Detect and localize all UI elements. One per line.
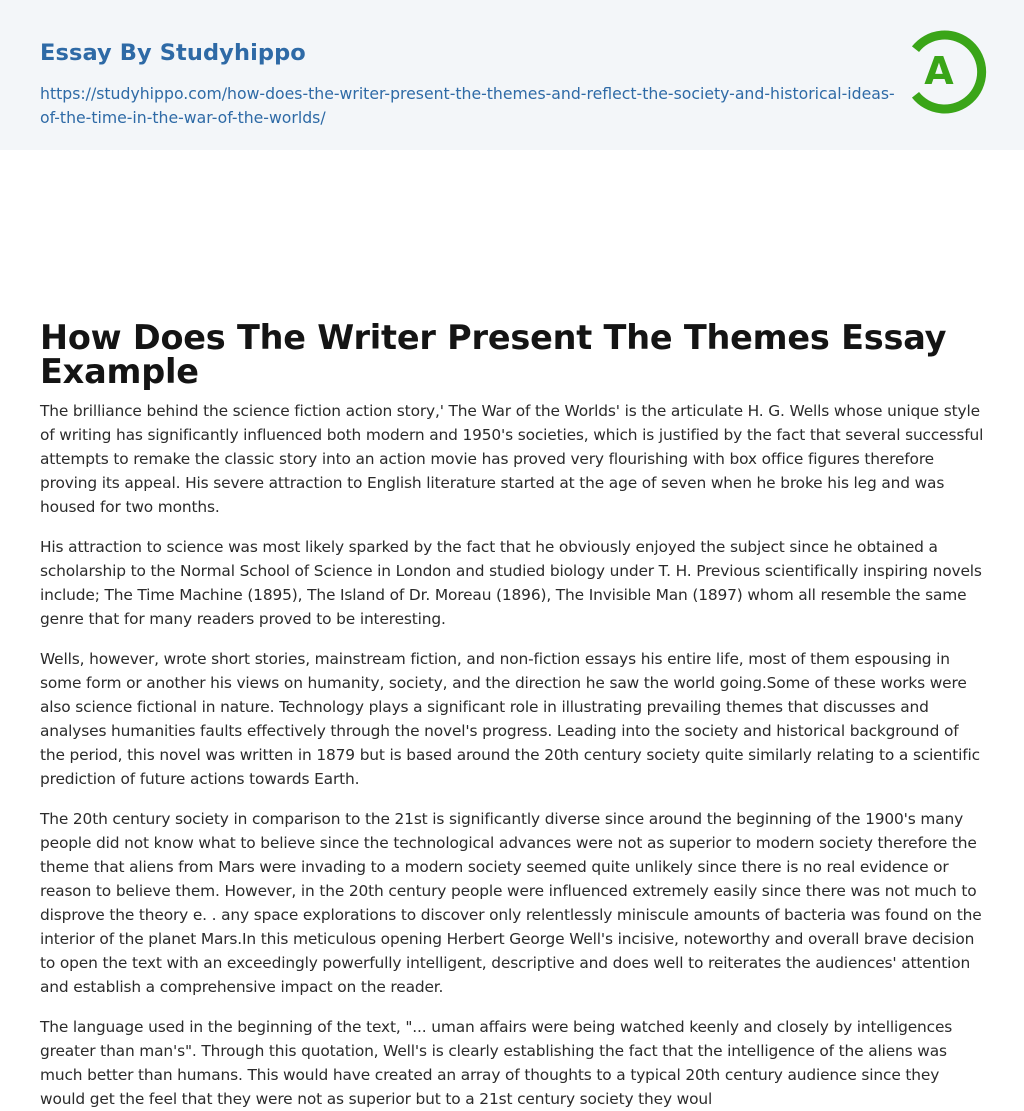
article-paragraph-5: The language used in the beginning of the text, "... uman affairs were being watched keenly and closely by intelligences greater than man's". Through this quotation, Well's is clearly establishing the fact that the intelligence of the aliens was much better than humans. This would have created an array of thoughts to a typical 20th century audience since they would get the feel that they were not as superior but to a 21st century society they woul (40, 1018, 953, 1108)
site-brand[interactable]: Essay By Studyhippo (40, 40, 306, 66)
logo-letter: A (924, 49, 954, 93)
article-paragraph-3: Wells, however, wrote short stories, mainstream fiction, and non-fiction essays his entire life, most of them espousing in some form or another his views on humanity, society, and the direction he saw the world going.Some of these works were also science fictional in nature. Technology plays a significant role in illustrating prevailing themes that discusses and analyses humanities faults effectively through the novel's progress. Leading into the society and historical background of the period, this novel was written in 1879 but is based around the 20th century society quite similarly relating to a scientific prediction of future actions towards Earth. (40, 650, 980, 788)
site-header (0, 0, 1024, 150)
article-body (0, 150, 1024, 1111)
studyhippo-logo-icon[interactable] (902, 28, 988, 116)
article-paragraph-1: The brilliance behind the science fiction action story,' The War of the Worlds' is the articulate H. G. Wells whose unique style of writing has significantly influenced both modern and 1950's societies, which is justified by the fact that several successful attempts to remake the classic story into an action movie has proved very flourishing with box office figures therefore proving its appeal. His severe attraction to English literature started at the age of seven when he broke his leg and was housed for two months. (40, 402, 984, 516)
article-url-link[interactable]: https://studyhippo.com/how-does-the-writer-present-the-themes-and-reflect-the-society-and-historical-ideas-of-the-time-in-the-war-of-the-worlds/ (40, 84, 895, 127)
article-title: How Does The Writer Present The Themes Essay Example (40, 318, 947, 391)
article-paragraph-4: The 20th century society in comparison to the 21st is significantly diverse since around the beginning of the 1900's many people did not know what to believe since the technological advances were not as superior to modern society therefore the theme that aliens from Mars were invading to a modern society seemed quite unlikely since there is no real evidence or reason to believe them. However, in the 20th century people were influenced extremely easily since there was not much to disprove the theory e. . any space explorations to discover only relentlessly miniscule amounts of bacteria was found on the interior of the planet Mars.In this meticulous opening Herbert George Well's incisive, noteworthy and overall brave decision to open the text with an exceedingly powerfully intelligent, descriptive and does well to reiterates the audiences' attention and establish a comprehensive impact on the reader. (40, 810, 982, 996)
article-paragraph-2: His attraction to science was most likely sparked by the fact that he obviously enjoyed the subject since he obtained a scholarship to the Normal School of Science in London and studied biology under T. H. Previous scientifically inspiring novels include; The Time Machine (1895), The Island of Dr. Moreau (1896), The Invisible Man (1897) whom all resemble the same genre that for many readers proved to be interesting. (40, 538, 982, 628)
